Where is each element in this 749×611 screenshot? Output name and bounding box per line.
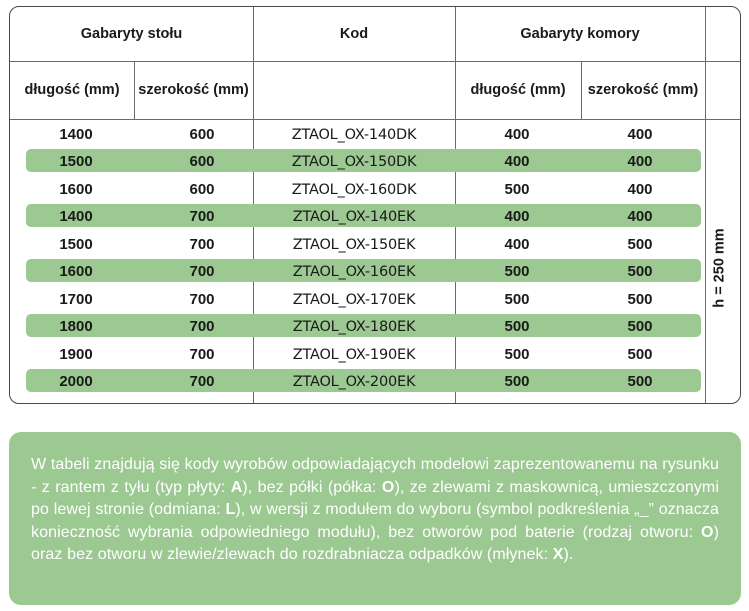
- cell-chamber-width: 500: [627, 318, 653, 335]
- table-row: [10, 258, 710, 285]
- note-text: ), ze zlewami z maskownicą, umieszczonymi po lewej stronie (odmiana:: [31, 478, 720, 518]
- cell-chamber-width: 500: [627, 346, 653, 363]
- note-emphasis: O: [381, 478, 395, 496]
- cell-chamber-width: 400: [627, 126, 653, 143]
- header-code: Kod: [339, 26, 369, 42]
- table-row: [10, 368, 710, 395]
- header-table-dims: Gabaryty stołu: [80, 26, 183, 42]
- cell-chamber-length: 400: [504, 126, 530, 143]
- cell-chamber-length: 500: [504, 373, 530, 390]
- header-chamber-length: długość (mm): [470, 82, 566, 98]
- cell-code: ZTAOL_OX-180EK: [292, 318, 416, 335]
- cell-length: 2000: [59, 373, 93, 390]
- note-text: W tabeli znajdują się kody wyrobów odpowiadających modelowi zaprezentowanemu na rysunku - z rantem z tyłu (typ płyty:: [31, 456, 719, 496]
- table-row: [10, 341, 710, 368]
- height-label-text: h = 250 mm: [712, 228, 729, 308]
- product-table: [9, 6, 741, 404]
- table-row: [10, 176, 710, 203]
- table-row: [10, 286, 710, 313]
- note-text: ).: [563, 546, 574, 563]
- header-divider: [10, 61, 740, 62]
- cell-width: 700: [189, 318, 215, 335]
- cell-code: ZTAOL_OX-170EK: [292, 291, 416, 308]
- cell-code: ZTAOL_OX-140DK: [291, 126, 417, 143]
- cell-width: 700: [189, 373, 215, 390]
- header-table-width: szerokość (mm): [138, 82, 249, 98]
- table-row: [10, 203, 710, 230]
- cell-chamber-width: 500: [627, 291, 653, 308]
- cell-chamber-width: 400: [627, 208, 653, 225]
- cell-chamber-length: 400: [504, 208, 530, 225]
- header-chamber-width: szerokość (mm): [587, 82, 699, 98]
- table-row: [10, 121, 710, 148]
- cell-chamber-length: 500: [504, 346, 530, 363]
- cell-width: 700: [189, 346, 215, 363]
- column-divider: [134, 61, 135, 119]
- header-bottom-divider: [10, 119, 740, 120]
- cell-code: ZTAOL_OX-200EK: [292, 373, 416, 390]
- cell-chamber-length: 500: [504, 263, 530, 280]
- cell-chamber-width: 500: [627, 263, 653, 280]
- cell-length: 1600: [59, 181, 93, 198]
- note-text: ), bez półki (półka:: [242, 478, 382, 496]
- cell-length: 1600: [59, 263, 93, 280]
- cell-width: 700: [189, 291, 215, 308]
- cell-code: ZTAOL_OX-160DK: [291, 181, 417, 198]
- cell-chamber-length: 500: [504, 291, 530, 308]
- note-emphasis: L: [225, 501, 236, 518]
- header-chamber-dims: Gabaryty komory: [520, 26, 640, 42]
- cell-chamber-length: 400: [504, 236, 530, 253]
- cell-width: 600: [189, 181, 215, 198]
- cell-code: ZTAOL_OX-140EK: [292, 208, 416, 225]
- cell-chamber-length: 500: [504, 181, 530, 198]
- cell-code: ZTAOL_OX-150EK: [292, 236, 416, 253]
- cell-length: 1500: [59, 236, 93, 253]
- note-text: ), w wersji z modułem do wyboru (symbol podkreślenia „_” oznacza konieczność wybrania odpowiedniego modułu), bez otworów pod baterie (rodzaj otworu:: [31, 501, 719, 541]
- info-note: [9, 432, 741, 605]
- note-emphasis: A: [230, 478, 243, 496]
- cell-chamber-width: 500: [627, 373, 653, 390]
- cell-width: 700: [189, 263, 215, 280]
- note-emphasis: O: [701, 523, 714, 541]
- table-row: [10, 148, 710, 175]
- table-row: [10, 313, 710, 340]
- cell-code: ZTAOL_OX-160EK: [292, 263, 416, 280]
- cell-length: 1800: [59, 318, 93, 335]
- height-label: [700, 129, 740, 407]
- cell-chamber-length: 400: [504, 153, 530, 170]
- cell-width: 600: [189, 126, 215, 143]
- table-row: [10, 231, 710, 258]
- cell-width: 700: [189, 208, 215, 225]
- note-emphasis: X: [552, 546, 564, 563]
- cell-length: 1900: [59, 346, 93, 363]
- cell-width: 700: [189, 236, 215, 253]
- cell-code: ZTAOL_OX-190EK: [292, 346, 416, 363]
- cell-code: ZTAOL_OX-150DK: [291, 153, 417, 170]
- cell-length: 1500: [59, 153, 93, 170]
- cell-chamber-length: 500: [504, 318, 530, 335]
- cell-chamber-width: 500: [627, 236, 653, 253]
- cell-width: 600: [189, 153, 215, 170]
- cell-length: 1700: [59, 291, 93, 308]
- header-table-length: długość (mm): [24, 82, 120, 98]
- cell-chamber-width: 400: [627, 153, 653, 170]
- cell-length: 1400: [59, 126, 93, 143]
- cell-length: 1400: [59, 208, 93, 225]
- column-divider: [581, 61, 582, 119]
- cell-chamber-width: 400: [627, 181, 653, 198]
- note-text: ) oraz bez otworu w zlewie/zlewach do rozdrabniacza odpadków (młynek:: [31, 523, 719, 563]
